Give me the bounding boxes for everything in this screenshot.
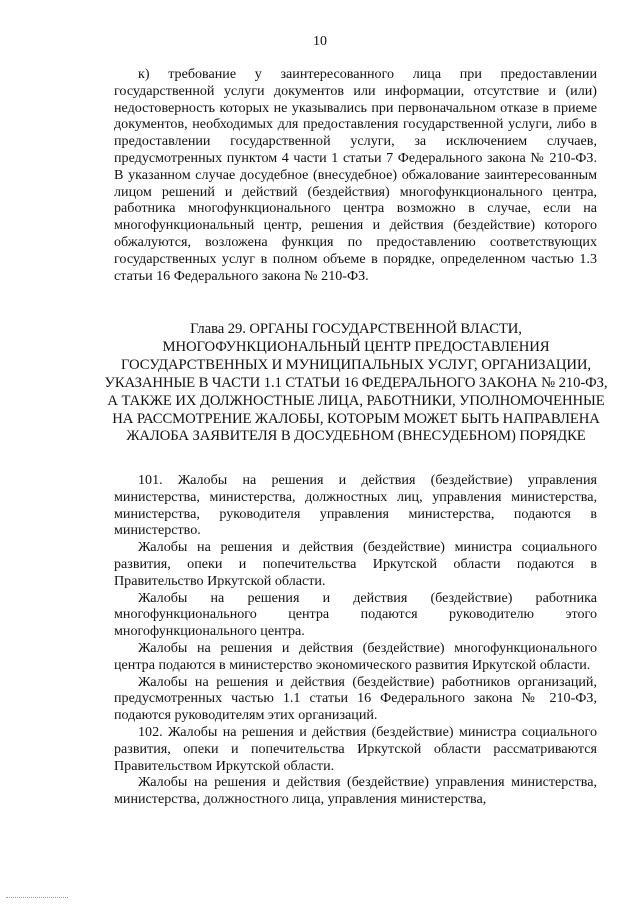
paragraph: Жалобы на решения и действия (бездействие) министра социального развития, опеки и попечительства Иркутской области подаются в Правительство Иркутской области. <box>114 539 597 589</box>
paragraph-102: 102. Жалобы на решения и действия (бездействие) министра социального развития, опеки и попечительства Иркутской области рассматриваются Правительством Иркутской области. <box>114 723 597 774</box>
page-number: 10 <box>313 34 327 49</box>
body-text-top <box>114 66 597 284</box>
paragraph: Жалобы на решения и действия (бездействие) управления министерства, министерства, должностного лица, управления министерства, <box>114 774 597 808</box>
paragraph-101: 101. Жалобы на решения и действия (бездействие) управления министерства, министерства, должностных лиц, управления министерства, министерства, руководителя управления министерства, подаются в министерство. <box>114 472 597 539</box>
paragraph-k: к) требование у заинтересованного лица при предоставлении государственной услуги документов или информации, отсутствие и (или) недостоверность которых не указывались при первоначальном отказе в приеме документов, необходимых для предоставления государственной услуги, либо в предоставлении государственной услуги, за исключением случаев, предусмотренных пунктом 4 части 1 статьи 7 Федерального закона № 210-ФЗ. В указанном случае досудебное (внесудебное) обжалование заинтересованным лицом решений и действий (бездействия) многофункционального центра, работника многофункционального центра возможно в случае, если на многофункциональный центр, решения и действия (бездействие) которого обжалуются, возложена функция по предоставлению соответствующих государственных услуг в полном объеме в порядке, определенном частью 1.3 статьи 16 Федерального закона № 210-ФЗ. <box>114 66 597 284</box>
chapter-heading: Глава 29. ОРГАНЫ ГОСУДАРСТВЕННОЙ ВЛАСТИ, МНОГОФУНКЦИОНАЛЬНЫЙ ЦЕНТР ПРЕДОСТАВЛЕНИЯ ГОСУДАРСТВЕННЫХ И МУНИЦИПАЛЬНЫХ УСЛУГ, ОРГАНИЗАЦИИ, УКАЗАННЫЕ В ЧАСТИ 1.1 СТАТЬИ 16 ФЕДЕРАЛЬНОГО ЗАКОНА № 210-ФЗ, А ТАКЖЕ ИХ ДОЛЖНОСТНЫЕ ЛИЦА, РАБОТНИКИ, УПОЛНОМОЧЕННЫЕ НА РАССМОТРЕНИЕ ЖАЛОБЫ, КОТОРЫМ МОЖЕТ БЫТЬ НАПРАВЛЕНА ЖАЛОБА ЗАЯВИТЕЛЯ В ДОСУДЕБНОМ (ВНЕСУДЕБНОМ) ПОРЯДКЕ <box>104 321 608 445</box>
footer-divider <box>6 897 68 898</box>
paragraph: Жалобы на решения и действия (бездействие) многофункционального центра подаются в министерство экономического развития Иркутской области. <box>114 639 597 673</box>
paragraph: Жалобы на решения и действия (бездействие) работников организаций, предусмотренных частью 1.1 статьи 16 Федерального закона № 210-ФЗ, подаются руководителям этих организаций. <box>114 673 597 724</box>
body-text-bottom <box>114 472 597 808</box>
paragraph: Жалобы на решения и действия (бездействие) работника многофункционального центра подаются руководителю этого многофункционального центра. <box>114 589 597 640</box>
